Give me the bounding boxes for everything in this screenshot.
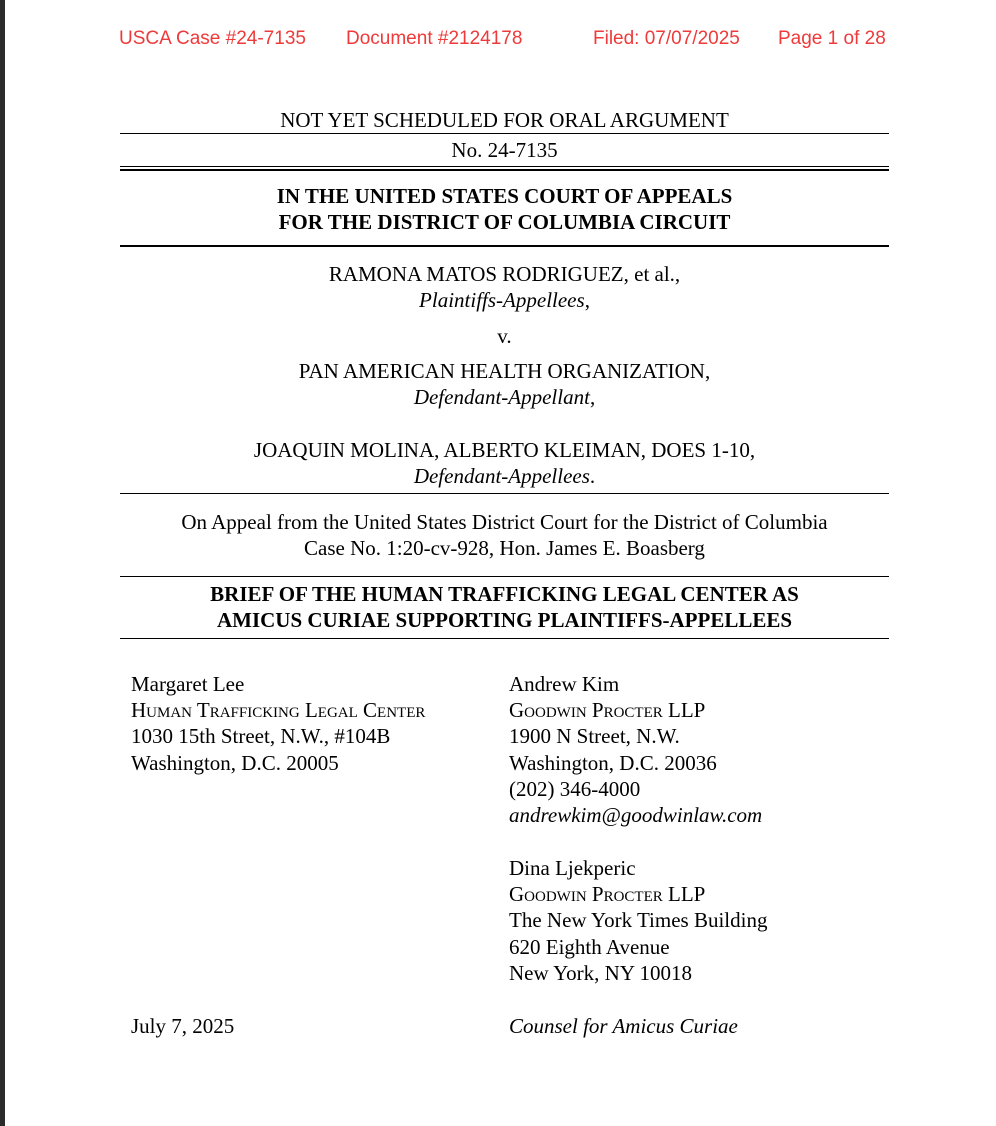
divider-3 bbox=[120, 245, 889, 247]
counsel-right2-address3: New York, NY 10018 bbox=[509, 960, 692, 985]
brief-title-line2: AMICUS CURIAE SUPPORTING PLAINTIFFS-APPELLEES bbox=[216, 608, 793, 632]
counsel-left-address2: Washington, D.C. 20005 bbox=[131, 750, 339, 775]
party3-role-suffix: . bbox=[589, 464, 596, 488]
counsel-right1-phone: (202) 346-4000 bbox=[509, 776, 641, 801]
header-case-number: USCA Case #24-7135 bbox=[119, 28, 306, 49]
header-filed-date: Filed: 07/07/2025 bbox=[593, 28, 740, 49]
party3-name: JOAQUIN MOLINA, ALBERTO KLEIMAN, DOES 1-10, bbox=[253, 438, 756, 462]
party1-role: Plaintiffs-Appellees bbox=[419, 288, 585, 312]
case-number: No. 24-7135 bbox=[451, 138, 558, 162]
counsel-right2-org: Goodwin Procter LLP bbox=[509, 882, 706, 907]
appeal-origin-line2: Case No. 1:20-cv-928, Hon. James E. Boasberg bbox=[304, 536, 705, 560]
party1-role-suffix: , bbox=[584, 288, 590, 312]
counsel-right2-block bbox=[509, 855, 767, 986]
party2-role-line bbox=[120, 384, 889, 410]
versus: v. bbox=[497, 324, 512, 348]
divider-2b bbox=[120, 169, 889, 171]
party2-role-suffix: , bbox=[589, 385, 596, 409]
counsel-right2-address1: The New York Times Building bbox=[509, 908, 768, 933]
divider-1 bbox=[120, 133, 889, 134]
filing-date: July 7, 2025 bbox=[131, 1014, 235, 1038]
appeal-origin-line1: On Appeal from the United States District Court for the District of Columbia bbox=[181, 510, 828, 534]
counsel-right1-org: Goodwin Procter LLP bbox=[509, 698, 706, 723]
party2-role: Defendant-Appellant bbox=[413, 385, 590, 409]
counsel-right2-address2: 620 Eighth Avenue bbox=[509, 934, 670, 959]
counsel-left-block bbox=[131, 671, 425, 776]
court-title-line1: IN THE UNITED STATES COURT OF APPEALS bbox=[276, 184, 733, 208]
counsel-for-label: Counsel for Amicus Curiae bbox=[509, 1014, 738, 1038]
party3-role-line bbox=[120, 463, 889, 489]
counsel-right1-email: andrewkim@goodwinlaw.com bbox=[509, 803, 763, 828]
divider-4 bbox=[120, 493, 889, 494]
party2-name: PAN AMERICAN HEALTH ORGANIZATION, bbox=[298, 359, 711, 383]
divider-5 bbox=[120, 576, 889, 577]
party1-name: RAMONA MATOS RODRIGUEZ, et al., bbox=[328, 262, 681, 286]
counsel-right1-block bbox=[509, 671, 762, 828]
oral-argument-notice: NOT YET SCHEDULED FOR ORAL ARGUMENT bbox=[280, 108, 729, 132]
counsel-left-name: Margaret Lee bbox=[131, 672, 245, 696]
viewer-left-edge bbox=[0, 0, 5, 1126]
header-page-count: Page 1 of 28 bbox=[778, 28, 886, 49]
counsel-right1-address2: Washington, D.C. 20036 bbox=[509, 750, 717, 775]
counsel-left-org: Human Trafficking Legal Center bbox=[131, 698, 426, 723]
party1-role-line bbox=[120, 287, 889, 313]
counsel-left-address1: 1030 15th Street, N.W., #104B bbox=[131, 724, 391, 749]
court-title-line2: FOR THE DISTRICT OF COLUMBIA CIRCUIT bbox=[278, 210, 731, 234]
party3-role: Defendant-Appellees bbox=[413, 464, 590, 488]
divider-6 bbox=[120, 638, 889, 639]
divider-2a bbox=[120, 166, 889, 167]
header-document-number: Document #2124178 bbox=[346, 28, 523, 49]
brief-title-line1: BRIEF OF THE HUMAN TRAFFICKING LEGAL CENTER AS bbox=[210, 582, 799, 606]
counsel-right2-name: Dina Ljekperic bbox=[509, 856, 636, 880]
counsel-right1-name: Andrew Kim bbox=[509, 672, 620, 696]
counsel-right1-address1: 1900 N Street, N.W. bbox=[509, 724, 680, 749]
